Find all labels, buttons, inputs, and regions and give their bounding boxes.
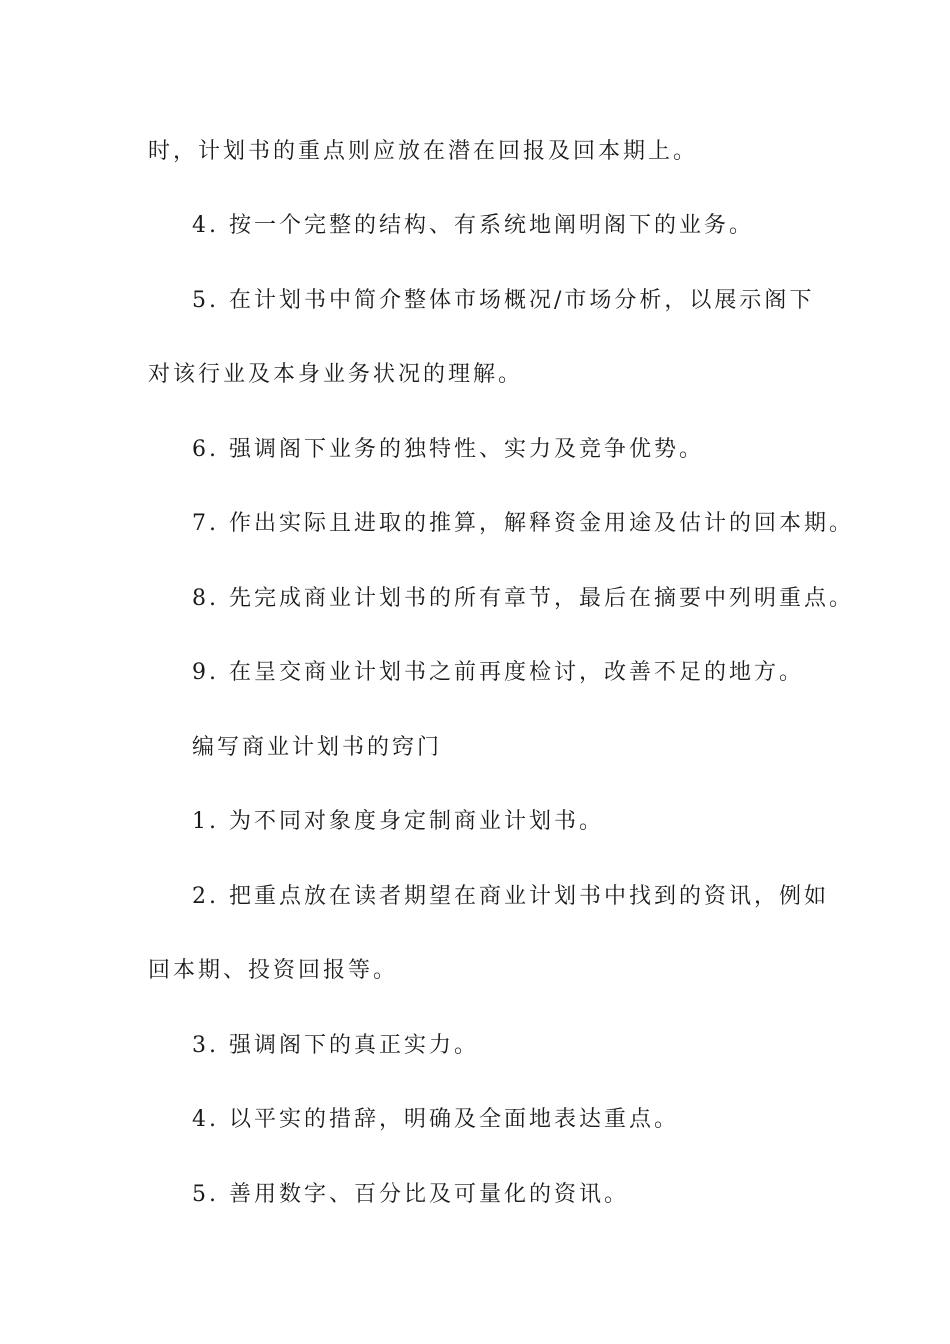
list-item-5: 5. 在计划书中简介整体市场概况/市场分析，以展示阁下	[192, 288, 815, 313]
tip-item-2: 2. 把重点放在读者期望在商业计划书中找到的资讯，例如	[192, 884, 829, 909]
paragraph-line-continuation: 时，计划书的重点则应放在潜在回报及回本期上。	[148, 139, 699, 164]
tip-item-5: 5. 善用数字、百分比及可量化的资讯。	[192, 1182, 629, 1207]
list-item-5-continuation: 对该行业及本身业务状况的理解。	[148, 362, 524, 387]
section-heading: 编写商业计划书的窍门	[192, 735, 443, 760]
tip-item-1: 1. 为不同对象度身定制商业计划书。	[192, 809, 604, 834]
tip-item-3: 3. 强调阁下的真正实力。	[192, 1033, 479, 1058]
list-item-6: 6. 强调阁下业务的独特性、实力及竞争优势。	[192, 437, 704, 462]
list-item-8: 8. 先完成商业计划书的所有章节，最后在摘要中列明重点。	[192, 586, 854, 611]
tip-item-4: 4. 以平实的措辞，明确及全面地表达重点。	[192, 1107, 679, 1132]
list-item-9: 9. 在呈交商业计划书之前再度检讨，改善不足的地方。	[192, 660, 804, 685]
list-item-4: 4. 按一个完整的结构、有系统地阐明阁下的业务。	[192, 213, 754, 238]
tip-item-2-continuation: 回本期、投资回报等。	[148, 958, 399, 983]
list-item-7: 7. 作出实际且进取的推算，解释资金用途及估计的回本期。	[192, 511, 854, 536]
